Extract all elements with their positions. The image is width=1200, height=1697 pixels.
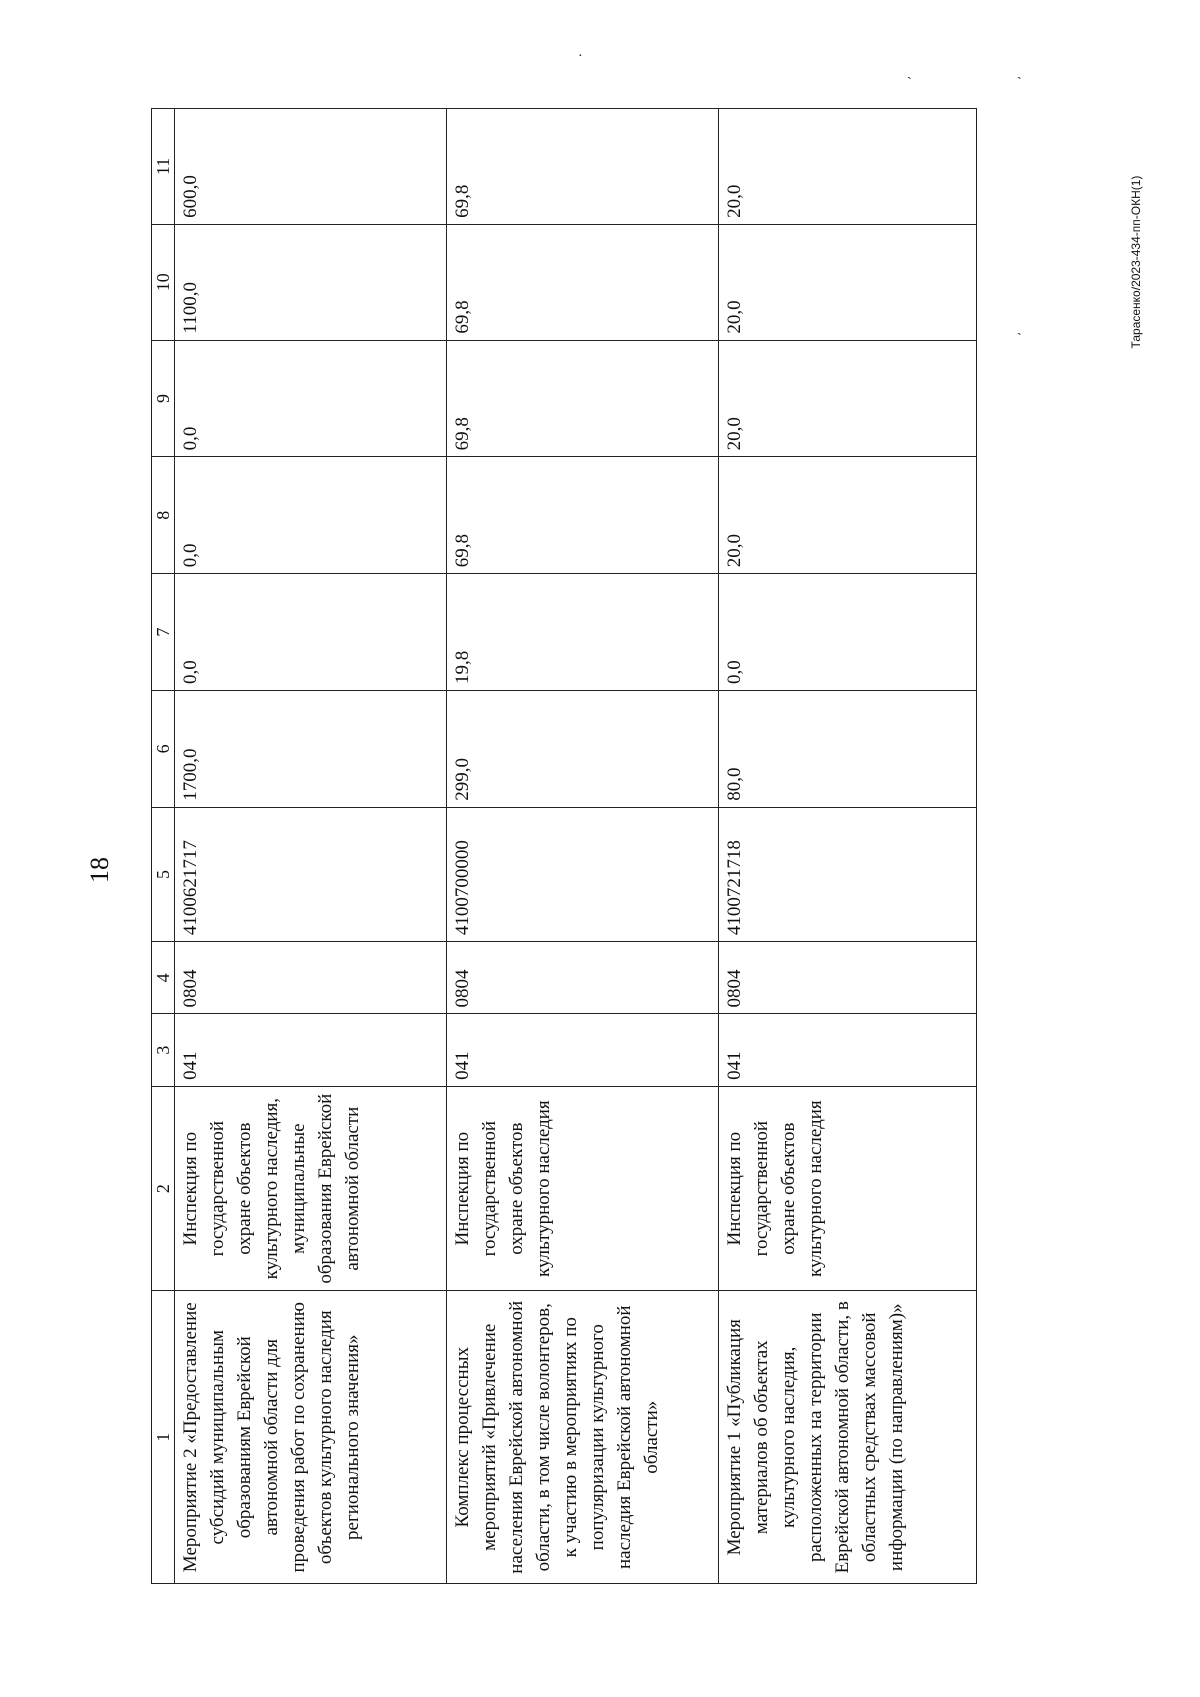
value-cell: 600,0 xyxy=(175,109,447,225)
header-cell: 8 xyxy=(152,457,175,574)
activity-name-cell: Мероприятие 1 «Публикация материалов об объектах культурного наследия, расположенных на территории Еврейской автономной области, в областных средствах массовой информации (по направлениям)» xyxy=(719,1291,977,1584)
value-cell: 0,0 xyxy=(175,574,447,691)
value-cell: 0,0 xyxy=(175,457,447,574)
value-cell: 69,8 xyxy=(447,224,719,340)
budget-table xyxy=(151,108,977,1584)
value-cell: 20,0 xyxy=(719,224,977,340)
value-cell: 20,0 xyxy=(719,340,977,457)
page-number xyxy=(85,857,114,883)
grbs-cell: 041 xyxy=(719,1014,977,1086)
csr-cell: 4100700000 xyxy=(447,807,719,941)
header-cell: 4 xyxy=(152,942,175,1014)
value-cell: 299,0 xyxy=(447,690,719,807)
header-cell: 7 xyxy=(152,574,175,691)
table-row xyxy=(175,109,447,1584)
value-cell: 20,0 xyxy=(719,109,977,225)
scan-speck: ˏ xyxy=(907,65,912,80)
grbs-cell: 041 xyxy=(447,1014,719,1086)
value-cell: 69,8 xyxy=(447,340,719,457)
value-cell: 0,0 xyxy=(719,574,977,691)
table-row xyxy=(719,109,977,1584)
value-cell: 20,0 xyxy=(719,457,977,574)
budget-table-rotated xyxy=(151,108,977,1584)
rzpr-cell: 0804 xyxy=(719,942,977,1014)
grbs-cell: 041 xyxy=(175,1014,447,1086)
value-cell: 1700,0 xyxy=(175,690,447,807)
value-cell: 0,0 xyxy=(175,340,447,457)
executor-cell: Инспекция по государственной охране объектов культурного наследия xyxy=(719,1086,977,1291)
value-cell: 1100,0 xyxy=(175,224,447,340)
executor-cell: Инспекция по государственной охране объектов культурного наследия, муниципальные образования Еврейской автономной области xyxy=(175,1086,447,1291)
executor-cell: Инспекция по государственной охране объектов культурного наследия xyxy=(447,1086,719,1291)
activity-name-cell: Комплекс процессных мероприятий «Привлечение населения Еврейской автономной области, в том числе волонтеров, к участию в мероприятиях по популяризации культурного наследия Еврейской автономной области» xyxy=(447,1291,719,1584)
document-code xyxy=(1129,175,1143,349)
header-cell: 11 xyxy=(152,109,175,225)
csr-cell: 4100621717 xyxy=(175,807,447,941)
page-number-text: 18 xyxy=(85,857,114,883)
value-cell: 19,8 xyxy=(447,574,719,691)
scan-speck: · xyxy=(578,49,583,64)
csr-cell: 4100721718 xyxy=(719,807,977,941)
value-cell: 69,8 xyxy=(447,109,719,225)
activity-name-cell: Мероприятие 2 «Предоставление субсидий муниципальным образованиям Еврейской автономной области для проведения работ по сохранению объектов культурного наследия регионального значения» xyxy=(175,1291,447,1584)
document-code-text: Тарасенко/2023-434-пп-ОКН(1) xyxy=(1129,175,1143,349)
header-cell: 2 xyxy=(152,1086,175,1291)
scan-speck: ˏ xyxy=(1017,321,1022,336)
header-cell: 10 xyxy=(152,224,175,340)
scan-speck: ˏ xyxy=(1017,65,1022,80)
rzpr-cell: 0804 xyxy=(175,942,447,1014)
header-cell: 3 xyxy=(152,1014,175,1086)
header-row xyxy=(152,109,175,1584)
rzpr-cell: 0804 xyxy=(447,942,719,1014)
table-row xyxy=(447,109,719,1584)
header-cell: 9 xyxy=(152,340,175,457)
header-cell: 6 xyxy=(152,690,175,807)
header-cell: 5 xyxy=(152,807,175,941)
header-cell: 1 xyxy=(152,1291,175,1584)
value-cell: 80,0 xyxy=(719,690,977,807)
value-cell: 69,8 xyxy=(447,457,719,574)
